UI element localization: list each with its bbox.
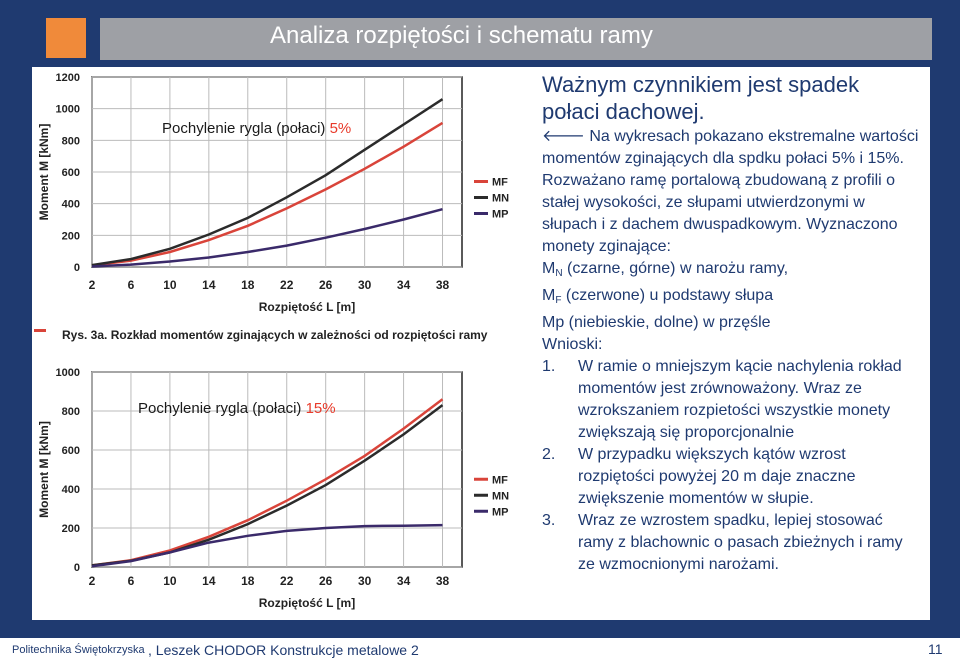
top-chart-pct: 5%	[329, 120, 352, 137]
x-tick-label: 2	[88, 574, 96, 588]
y-axis-label: Moment M [kNm]	[37, 421, 51, 518]
footer-institution: Politechnika Świętokrzyska	[12, 644, 145, 656]
mf-line: $M_F$ (czerwone) u podstawy słupa	[542, 287, 774, 306]
x-tick-label: 26	[319, 574, 333, 588]
x-tick-label: 14	[202, 278, 216, 292]
y-tick-label: 1000	[55, 103, 80, 116]
conclusion-item: 1. W ramie o mniejszym kącie nachylenia rokład momentów jest zrównoważony. Wraz ze wzrokszaniem rozpietości wszystkie monety zwiększają się proporcjonalnie	[542, 358, 902, 441]
conclusion-item: 2. W przypadku większych kątów wzrost rozpiętości powyżej 20 m daje znaczne zwiększenie momentów w słupie.	[542, 446, 856, 507]
x-tick-label: 26	[319, 278, 333, 292]
slide-title: Analiza rozpiętości i schematu ramy	[270, 22, 653, 49]
y-tick-label: 200	[61, 523, 80, 535]
x-tick-label: 38	[435, 278, 450, 292]
x-tick-label: 10	[163, 278, 177, 292]
x-tick-label: 30	[357, 278, 372, 292]
mp-line: Mp (niebieskie, dolne) w przęśle	[542, 314, 771, 331]
x-tick-label: 2	[88, 278, 96, 292]
y-tick-label: 400	[61, 198, 80, 211]
caption-marker	[34, 329, 46, 332]
x-tick-label: 22	[280, 574, 294, 588]
conclusions-list	[542, 356, 922, 576]
conclusion-item: 3. Wraz ze wzrostem spadku, lepiej stosować ramy z blachownic o pasach zbieżnych i ramy ze wzmocnionymi narożami.	[542, 512, 903, 573]
y-tick-label: 1200	[55, 72, 80, 84]
y-tick-label: 600	[61, 167, 80, 179]
conclusions-heading: Wnioski:	[542, 336, 603, 353]
x-axis-label: Rozpiętość L [m]	[258, 596, 356, 610]
legend-label: MP	[492, 208, 509, 221]
top-chart-label: Pochylenie rygla (połaci) 5%	[162, 120, 352, 137]
y-axis-label: Moment M [kNm]	[37, 123, 51, 221]
footer-author: , Leszek CHODOR Konstrukcje metalowe 2	[148, 642, 419, 658]
legend-label: MN	[492, 192, 510, 205]
footer	[0, 638, 960, 666]
bottom-chart-pct: 15%	[305, 400, 336, 417]
x-axis-label: Rozpiętość L [m]	[258, 300, 356, 314]
y-tick-label: 800	[61, 135, 80, 148]
x-tick-label: 18	[241, 574, 255, 588]
charts-image	[32, 67, 534, 620]
x-tick-label: 30	[357, 574, 372, 588]
y-tick-label: 200	[61, 230, 80, 243]
legend-label: MF	[492, 474, 508, 487]
legend-label: MN	[492, 490, 510, 503]
chart-5-percent	[37, 72, 509, 314]
x-tick-label: 38	[435, 574, 450, 588]
y-tick-label: 400	[61, 484, 80, 496]
legend-label: MP	[492, 506, 509, 519]
page-number: 11	[928, 641, 943, 657]
x-tick-label: 34	[396, 574, 411, 588]
lead-text: Ważnym czynnikiem jest spadek połaci dachowej.	[542, 72, 860, 124]
x-tick-label: 18	[241, 278, 255, 292]
charts-panel	[32, 67, 534, 620]
legend-label: MF	[492, 176, 508, 189]
paragraph-intro: 🡐 Na wykresach pokazano ekstremalne wartości momentów zginających dla spdku połaci 5% i 15%. Rozważano ramę portalową zbudowaną z profili o stałej wysokości, ze słupami utwierdzonymi w słupach i z dachem dwuspadkowym. Wyznaczono monety zginające:	[542, 128, 919, 255]
mn-line: $M_N$ (czarne, górne) w narożu ramy,	[542, 260, 789, 279]
text-panel	[534, 67, 930, 620]
y-tick-label: 800	[61, 406, 80, 418]
x-tick-label: 6	[127, 574, 135, 588]
bottom-chart-label: Pochylenie rygla (połaci) 15%	[138, 400, 336, 417]
x-tick-label: 14	[202, 574, 216, 588]
y-tick-label: 0	[73, 262, 80, 274]
x-tick-label: 10	[163, 574, 177, 588]
figure-caption: Rys. 3a. Rozkład momentów zginających w zależności od rozpiętości ramy	[62, 328, 488, 342]
y-tick-label: 0	[73, 562, 80, 574]
orange-accent	[46, 18, 86, 58]
x-tick-label: 34	[396, 278, 411, 292]
x-tick-label: 6	[127, 278, 135, 292]
x-tick-label: 22	[280, 278, 294, 292]
y-tick-label: 1000	[55, 367, 80, 379]
text-content	[542, 71, 922, 576]
y-tick-label: 600	[61, 445, 80, 457]
